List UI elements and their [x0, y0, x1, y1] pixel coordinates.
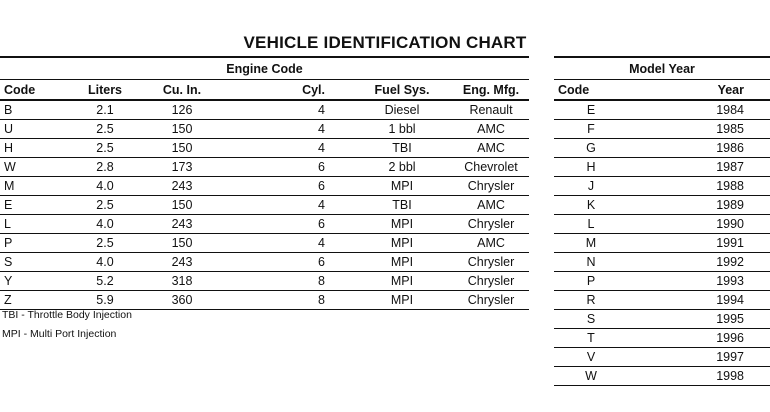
- column-header-eng-mfg: Eng. Mfg.: [453, 80, 529, 101]
- cell-eng-mfg: Chevrolet: [453, 158, 529, 177]
- cell-year: 1992: [628, 253, 770, 272]
- table-row: [554, 348, 770, 367]
- table-row: [0, 120, 529, 139]
- cell-fuel-sys: MPI: [351, 234, 453, 253]
- table-row: [0, 272, 529, 291]
- cell-year: 1998: [628, 367, 770, 386]
- engine-code-table: [0, 56, 529, 310]
- cell-liters: 2.1: [66, 100, 144, 120]
- cell-year-code: H: [554, 158, 628, 177]
- cell-year: 1985: [628, 120, 770, 139]
- cell-year-code: K: [554, 196, 628, 215]
- cell-code: S: [0, 253, 66, 272]
- cell-cyl: 4: [220, 100, 351, 120]
- cell-cyl: 4: [220, 139, 351, 158]
- cell-year: 1996: [628, 329, 770, 348]
- cell-year: 1988: [628, 177, 770, 196]
- cell-year: 1991: [628, 234, 770, 253]
- cell-liters: 4.0: [66, 215, 144, 234]
- cell-cu-in: 243: [144, 177, 220, 196]
- cell-fuel-sys: MPI: [351, 291, 453, 310]
- table-row: [554, 177, 770, 196]
- cell-code: P: [0, 234, 66, 253]
- cell-eng-mfg: Chrysler: [453, 253, 529, 272]
- table-row: [554, 120, 770, 139]
- table-row: [554, 272, 770, 291]
- cell-cu-in: 126: [144, 100, 220, 120]
- cell-eng-mfg: Chrysler: [453, 177, 529, 196]
- cell-eng-mfg: Chrysler: [453, 291, 529, 310]
- cell-eng-mfg: AMC: [453, 139, 529, 158]
- cell-eng-mfg: Chrysler: [453, 272, 529, 291]
- footnote-tbi: TBI - Throttle Body Injection: [2, 309, 132, 321]
- cell-year-code: V: [554, 348, 628, 367]
- model-year-column-headers: [554, 80, 770, 101]
- table-row: [0, 215, 529, 234]
- cell-liters: 5.2: [66, 272, 144, 291]
- cell-eng-mfg: Chrysler: [453, 215, 529, 234]
- table-row: [0, 100, 529, 120]
- table-row: [0, 291, 529, 310]
- cell-code: M: [0, 177, 66, 196]
- cell-fuel-sys: 1 bbl: [351, 120, 453, 139]
- cell-code: B: [0, 100, 66, 120]
- cell-cyl: 6: [220, 177, 351, 196]
- cell-fuel-sys: TBI: [351, 139, 453, 158]
- table-row: [554, 100, 770, 120]
- cell-year-code: R: [554, 291, 628, 310]
- cell-code: E: [0, 196, 66, 215]
- cell-year: 1987: [628, 158, 770, 177]
- column-header-year: Year: [628, 80, 770, 101]
- cell-cyl: 6: [220, 253, 351, 272]
- column-header-year-code: Code: [554, 80, 628, 101]
- cell-liters: 2.5: [66, 120, 144, 139]
- cell-year-code: T: [554, 329, 628, 348]
- cell-liters: 5.9: [66, 291, 144, 310]
- column-header-liters: Liters: [66, 80, 144, 101]
- cell-liters: 4.0: [66, 177, 144, 196]
- cell-year-code: F: [554, 120, 628, 139]
- table-row: [0, 253, 529, 272]
- cell-year-code: S: [554, 310, 628, 329]
- cell-year: 1995: [628, 310, 770, 329]
- cell-year-code: P: [554, 272, 628, 291]
- cell-year-code: W: [554, 367, 628, 386]
- cell-code: U: [0, 120, 66, 139]
- cell-code: L: [0, 215, 66, 234]
- page-title: VEHICLE IDENTIFICATION CHART: [243, 33, 527, 52]
- table-row: [554, 139, 770, 158]
- cell-code: Y: [0, 272, 66, 291]
- table-row: [554, 253, 770, 272]
- cell-liters: 2.8: [66, 158, 144, 177]
- cell-code: W: [0, 158, 66, 177]
- table-row: [554, 310, 770, 329]
- cell-year-code: L: [554, 215, 628, 234]
- table-row: [554, 367, 770, 386]
- cell-year: 1997: [628, 348, 770, 367]
- table-row: [554, 215, 770, 234]
- cell-year-code: J: [554, 177, 628, 196]
- cell-liters: 4.0: [66, 253, 144, 272]
- cell-fuel-sys: TBI: [351, 196, 453, 215]
- cell-year: 1993: [628, 272, 770, 291]
- cell-cu-in: 360: [144, 291, 220, 310]
- table-row: [0, 139, 529, 158]
- cell-cu-in: 173: [144, 158, 220, 177]
- cell-eng-mfg: AMC: [453, 120, 529, 139]
- table-row: [554, 234, 770, 253]
- column-header-cyl: Cyl.: [220, 80, 351, 101]
- cell-code: H: [0, 139, 66, 158]
- column-header-cu-in: Cu. In.: [144, 80, 220, 101]
- cell-year-code: G: [554, 139, 628, 158]
- cell-year-code: M: [554, 234, 628, 253]
- table-row: [0, 158, 529, 177]
- cell-eng-mfg: AMC: [453, 234, 529, 253]
- model-year-table: [554, 56, 770, 386]
- footnote-mpi: MPI - Multi Port Injection: [2, 328, 117, 340]
- cell-fuel-sys: 2 bbl: [351, 158, 453, 177]
- cell-cyl: 4: [220, 234, 351, 253]
- table-row: [554, 291, 770, 310]
- table-row: [0, 177, 529, 196]
- cell-cu-in: 243: [144, 253, 220, 272]
- cell-year-code: E: [554, 100, 628, 120]
- cell-liters: 2.5: [66, 196, 144, 215]
- table-row: [554, 329, 770, 348]
- cell-liters: 2.5: [66, 139, 144, 158]
- cell-eng-mfg: AMC: [453, 196, 529, 215]
- engine-code-group-header: Engine Code: [0, 57, 529, 80]
- cell-fuel-sys: MPI: [351, 253, 453, 272]
- table-row: [554, 158, 770, 177]
- cell-cu-in: 150: [144, 120, 220, 139]
- cell-year-code: N: [554, 253, 628, 272]
- cell-code: Z: [0, 291, 66, 310]
- model-year-group-header: Model Year: [554, 57, 770, 80]
- engine-column-headers: [0, 80, 529, 101]
- cell-eng-mfg: Renault: [453, 100, 529, 120]
- cell-year: 1994: [628, 291, 770, 310]
- column-header-code: Code: [0, 80, 66, 101]
- cell-cu-in: 150: [144, 196, 220, 215]
- cell-cu-in: 150: [144, 139, 220, 158]
- cell-cu-in: 150: [144, 234, 220, 253]
- table-row: [0, 234, 529, 253]
- cell-year: 1986: [628, 139, 770, 158]
- cell-cyl: 8: [220, 272, 351, 291]
- table-row: [0, 196, 529, 215]
- cell-cyl: 6: [220, 158, 351, 177]
- cell-cu-in: 243: [144, 215, 220, 234]
- cell-fuel-sys: MPI: [351, 272, 453, 291]
- table-row: [554, 196, 770, 215]
- cell-year: 1990: [628, 215, 770, 234]
- cell-year: 1984: [628, 100, 770, 120]
- cell-fuel-sys: MPI: [351, 177, 453, 196]
- cell-cu-in: 318: [144, 272, 220, 291]
- cell-cyl: 6: [220, 215, 351, 234]
- cell-cyl: 8: [220, 291, 351, 310]
- cell-liters: 2.5: [66, 234, 144, 253]
- column-header-fuel-sys: Fuel Sys.: [351, 80, 453, 101]
- cell-year: 1989: [628, 196, 770, 215]
- cell-cyl: 4: [220, 120, 351, 139]
- cell-fuel-sys: MPI: [351, 215, 453, 234]
- cell-fuel-sys: Diesel: [351, 100, 453, 120]
- cell-cyl: 4: [220, 196, 351, 215]
